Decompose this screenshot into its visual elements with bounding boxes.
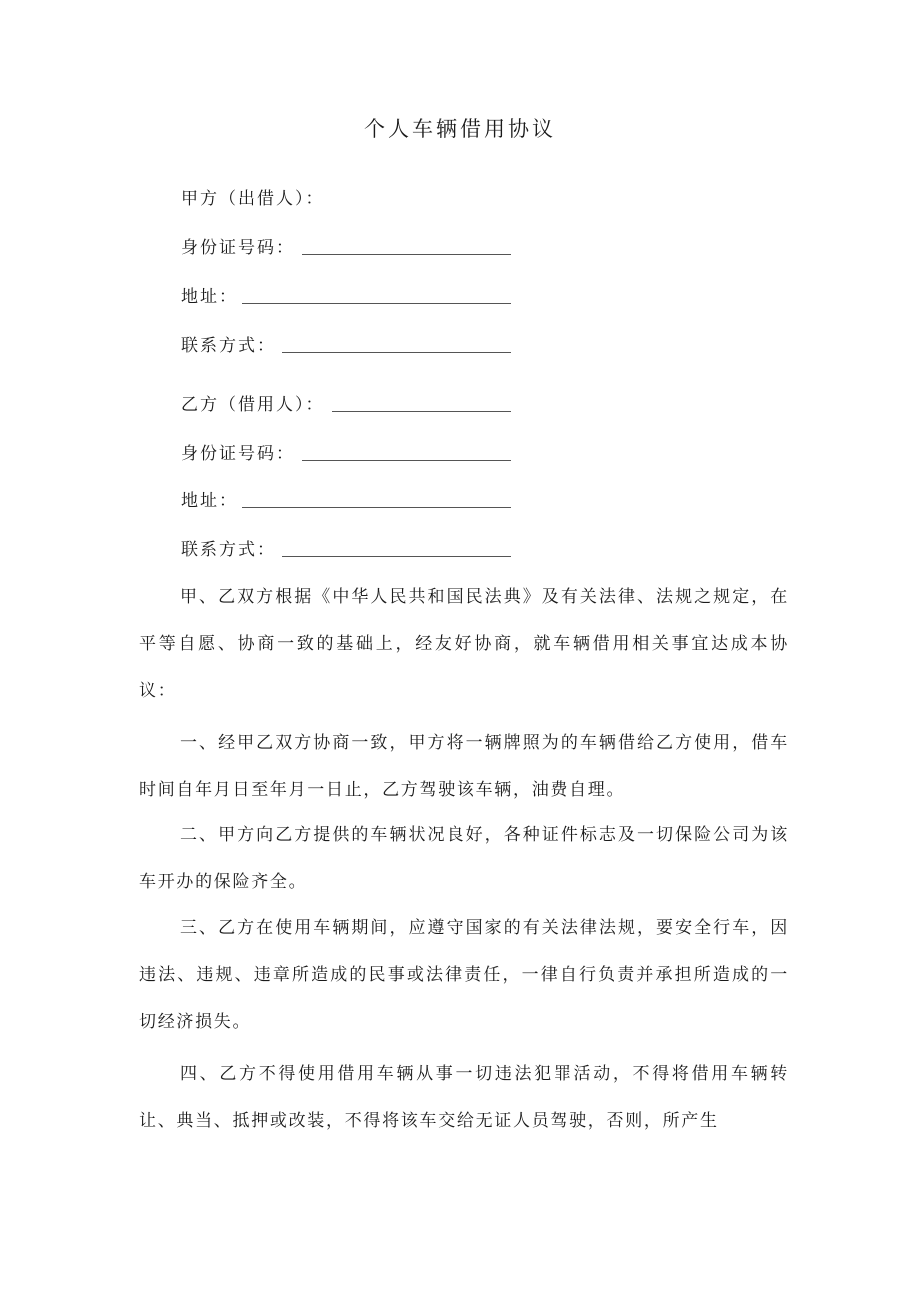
clause-2-paragraph: 二、甲方向乙方提供的车辆状况良好，各种证件标志及一切保险公司为该车开办的保险齐全。 bbox=[139, 825, 789, 892]
party-b-id-label: 身份证号码： bbox=[181, 444, 295, 464]
party-a-contact-label: 联系方式： bbox=[181, 336, 276, 356]
party-b-address-label: 地址： bbox=[181, 491, 238, 511]
party-a-address-label: 地址： bbox=[181, 287, 238, 307]
party-a-address-field bbox=[181, 282, 238, 312]
party-a-id-label: 身份证号码： bbox=[181, 238, 295, 258]
party-b-id-blank-line bbox=[302, 460, 511, 461]
clause-1-paragraph: 一、经甲乙双方协商一致，甲方将一辆牌照为的车辆借给乙方使用，借车时间自年月日至年月一日止，乙方驾驶该车辆，油费自理。 bbox=[139, 733, 789, 800]
party-a-heading bbox=[181, 184, 325, 214]
party-b-contact-label: 联系方式： bbox=[181, 540, 276, 560]
party-a-contact-field bbox=[181, 331, 276, 361]
party-b-address-field bbox=[181, 486, 238, 516]
document-title: 个人车辆借用协议 bbox=[364, 117, 556, 141]
party-b-heading-label: 乙方（借用人）： bbox=[181, 395, 325, 415]
preamble-paragraph: 甲、乙双方根据《中华人民共和国民法典》及有关法律、法规之规定，在平等自愿、协商一致的基础上，经友好协商，就车辆借用相关事宜达成本协议： bbox=[139, 587, 789, 701]
party-b-contact-blank-line bbox=[282, 556, 511, 557]
party-a-id-field bbox=[181, 233, 295, 263]
party-b-id-field bbox=[181, 439, 295, 469]
clause-4-paragraph: 四、乙方不得使用借用车辆从事一切违法犯罪活动，不得将借用车辆转让、典当、抵押或改装，不得将该车交给无证人员驾驶，否则，所产生 bbox=[139, 1064, 789, 1131]
party-a-contact-blank-line bbox=[282, 352, 511, 353]
party-b-contact-field bbox=[181, 535, 276, 565]
party-b-name-blank-line bbox=[332, 411, 511, 412]
party-a-heading-label: 甲方（出借人）： bbox=[181, 189, 325, 209]
clause-3-paragraph: 三、乙方在使用车辆期间，应遵守国家的有关法律法规，要安全行车，因违法、违规、违章所造成的民事或法律责任，一律自行负责并承担所造成的一切经济损失。 bbox=[139, 918, 789, 1032]
party-b-heading bbox=[181, 390, 325, 420]
party-a-id-blank-line bbox=[302, 254, 511, 255]
party-b-address-blank-line bbox=[242, 507, 511, 508]
party-a-address-blank-line bbox=[242, 303, 511, 304]
